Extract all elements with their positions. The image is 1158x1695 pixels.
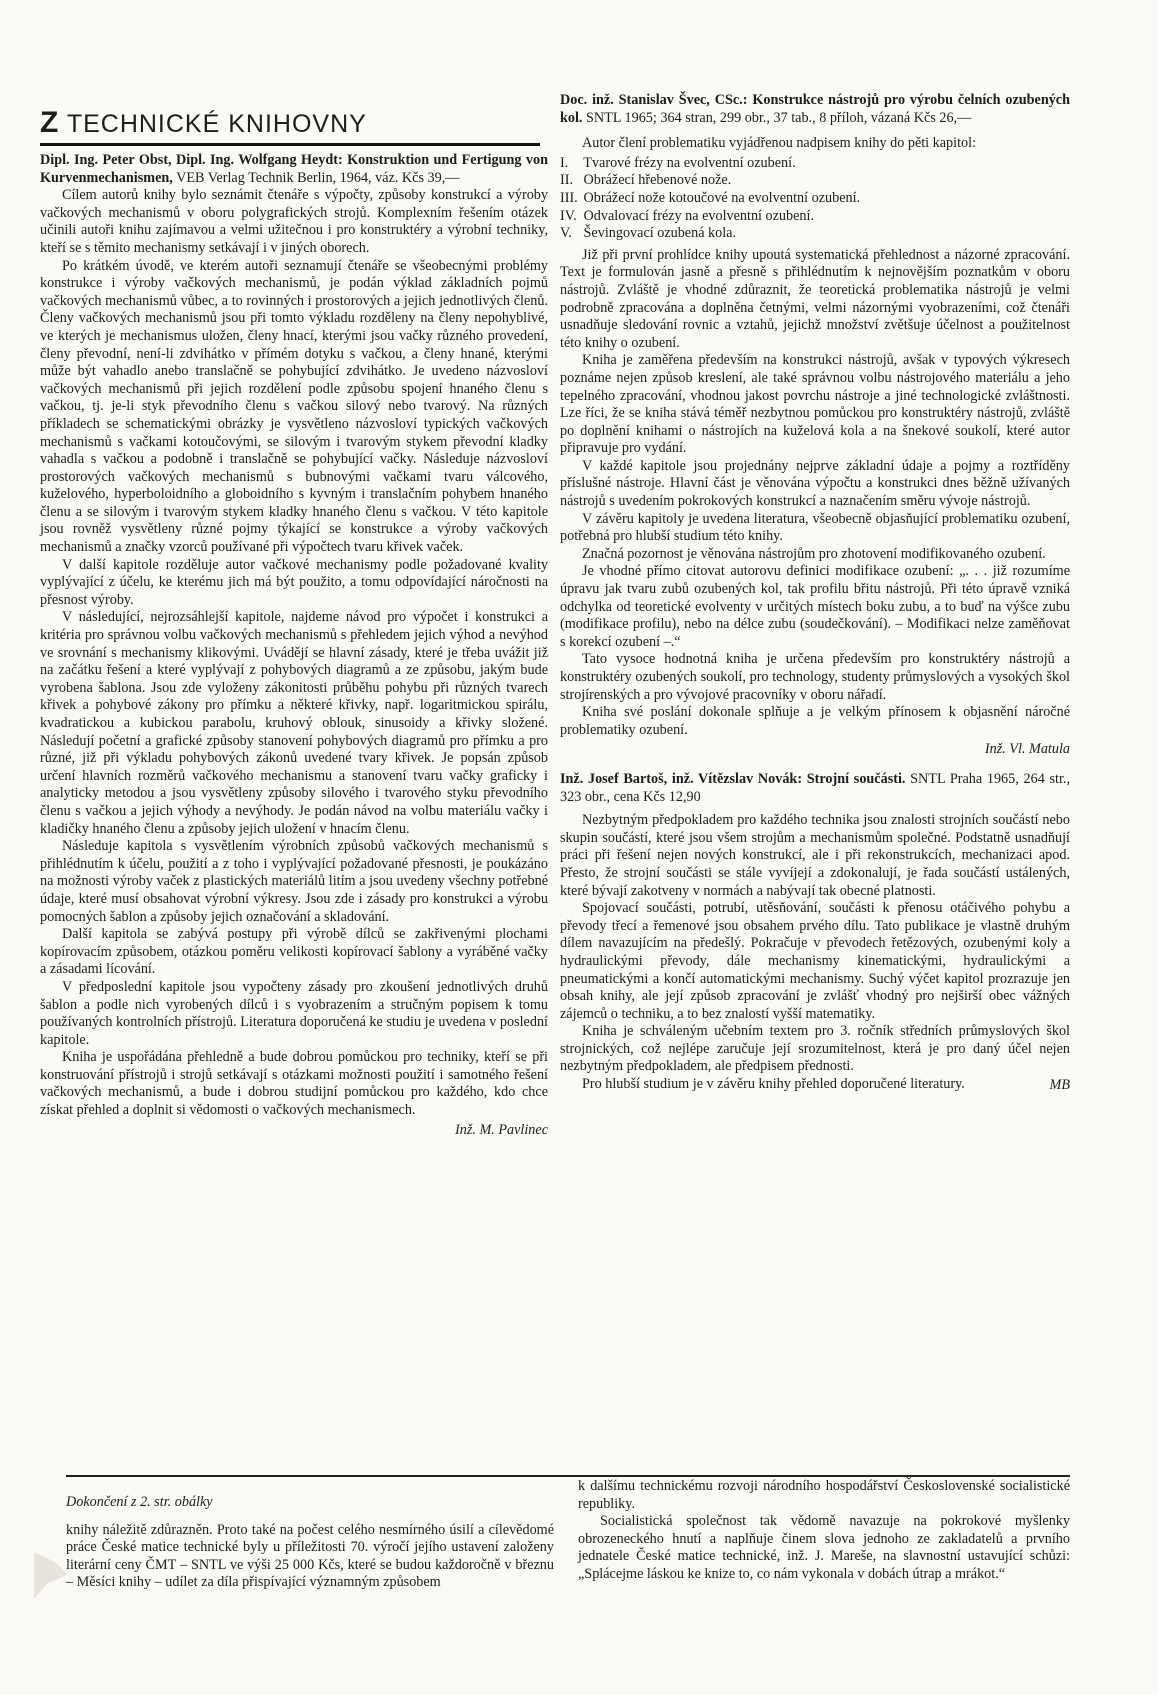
paragraph: Značná pozornost je věnována nástrojům pro zhotovení modifikovaného ozubení. <box>582 545 1046 562</box>
review1-body <box>40 187 548 1139</box>
paper-tear <box>34 1540 68 1602</box>
continuation-right <box>578 1478 1070 1584</box>
chapter-number: I. <box>560 154 569 171</box>
paragraph: Nezbytným předpokladem pro každého technika jsou znalosti strojních součástí nebo skupin součástí, které jsou všem strojům a mechanismům společné. Podstatně usnadňují práci při řešení nejen nových konstrukcí, ale i při rekonstrukcích, mechanizaci apod. Přesto, že strojní součásti se stále vyvíjejí a zdokonalují, je řada součástí ustálených, které bývají zakotveny v normách a nabývají tak obecné platnosti. <box>560 812 1070 899</box>
chapter-item <box>560 225 1070 243</box>
review3-heading-bold: Inž. Josef Bartoš, inž. Vítězslav Novák: Strojní součásti. <box>560 770 906 787</box>
paragraph: Kniha své poslání dokonale splňuje a je velkým přínosem k objasnění náročné problematiky ozubení. <box>560 704 1070 738</box>
chapter-item <box>560 155 1070 173</box>
paragraph: V každé kapitole jsou projednány nejprve základní údaje a pojmy a roztříděny příslušné nástroje. Hlavní část je věnována výpočtu a konstrukci dnes běžně užívaných nástrojů s uvedením pokrokových konstrukcí a naznačením směru vývoje nástrojů. <box>560 457 1070 510</box>
review3-heading-rest: SNTL Praha 1965, 264 str., 323 obr., cena Kčs 12,90 <box>560 770 1071 805</box>
continuation-paragraph: Socialistická společnost tak vědomě navazuje na pokrokové myšlenky obrozeneckého hnutí a naplňuje činem slova jednoho ze zakladatelů a prvního jednatele České matice technické, inž. J. Mareše, na slavnostní ustavující schůzi: „Splácejme láskou ke knize to, co nám vykonala v dobách útrap a mrákot.“ <box>578 1513 1070 1582</box>
paragraph: Tato vysoce hodnotná kniha je určena především pro konstruktéry nástrojů a konstruktéry ozubených soukolí, pro technology, studenty průmyslových a vysokých škol strojírenských a pro vývojové pracovníky v oboru nářadí. <box>560 651 1070 703</box>
paragraph: Následuje kapitola s vysvětlením výrobních způsobů vačkových mechanismů s přihlédnutím k účelu, použití a z toho i vyplývající požadované přesnosti, je poukázáno na možnosti výroby vaček z plastických materiálů litím a jsou uvedeny všechny potřebné údaje, které musí obsahovat výrobní výkresy. Jsou zde i zásady pro konstrukci a výrobu pomocných šablon a způsoby jejich označování a skladování. <box>40 838 548 925</box>
paragraph: Již při první prohlídce knihy upoutá systematická přehlednost a názorné zpracování. Text je formulován jasně a přesně s přihlédnutím k nejnovějším poznatkům v oboru nástrojů. Zvláště je vhodné zdůraznit, že teoretická problematika nástrojů je velmi podrobně zpracována a doplněna četnými, velmi názornými vyobrazeními, což čtenáři usnadňuje sledování rovnic a vztahů, jejichž množství zvětšuje účelnost a použitelnost této knihy o ozubení. <box>560 246 1070 351</box>
chapter-number: V. <box>560 225 572 242</box>
section-title-text: TECHNICKÉ KNIHOVNY <box>66 110 367 138</box>
paragraph: Další kapitola se zabývá postupy při výrobě dílců se zakřivenými plochami kopírovacím způsobem, otázkou poměru velikosti kopírovací šablony a vyráběné vačky a zásadami lícování. <box>40 926 548 978</box>
review2-chapter-list <box>560 155 1070 243</box>
continuation-text: knihy náležitě zdůrazněn. Proto také na počest celého nesmírného úsilí a cílevědomé práce České matice technické byly u příležitosti 70. výročí jejího ustavení založeny literární ceny ČMT – SNTL ve výši 25 000 Kčs, které se budou každoročně v březnu – Měsíci knihy – udílet za díla přispívající významným způsobem <box>66 1521 554 1591</box>
review3-heading <box>560 771 1070 806</box>
section-title <box>40 108 540 146</box>
section-title-initial: Z <box>40 106 60 139</box>
paragraph: V další kapitole rozděluje autor vačkové mechanismy podle požadované kvality vyplývající z účelu, ke kterému jich má být použito, a tomu odpovídající náročnosti na přesnost výroby. <box>40 556 548 608</box>
review2-signature: Inž. Vl. Matula <box>984 741 1070 758</box>
paragraph: Spojovací součásti, potrubí, utěsňování, součásti k přenosu otáčivého pohybu a převody třecí a řemenové jsou obsahem prvého dílu. Tato publikace je vlastně druhým dílem navazujícím na předešlý. Pokračuje v převodech řetězových, ozubenými koly a hydraulickými převody, dále mechanismy kinematickými, hydraulickými a pneumatickými a končí automatickými mechanismy. Suchý výčet kapitol prozrazuje jen obsah knihy, ale její způsob zpracování je zvlášť vhodný pro nejširší obec vážných zájemců o techniku, a to bez znalostí vyšší matematiky. <box>560 900 1070 1022</box>
review2-body <box>560 247 1070 759</box>
continuation-left <box>66 1494 554 1592</box>
chapter-number: III. <box>560 189 578 206</box>
chapter-item <box>560 208 1070 226</box>
paragraph: V následující, nejrozsáhlejší kapitole, najdeme návod pro výpočet i konstrukci a kritéria pro správnou volbu vačkových mechanismů s přehledem jejich výhod a nevýhod ve srovnání s mechanismy klikovými. Uvádějí se hlavní zásady, které je třeba uvážit již na začátku řešení a které vyplývají z pohybových diagramů a ze způsobu, jakým bude vyrobena šablona. Jsou zde vyloženy zákonitosti průběhu pohybu při různých tvarech křivek a pohybové zákony pro přímku a některé křivky, např. logaritmickou spirálu, kvadratickou a kubickou parabolu, kruhový oblouk, sinusoidy a křivky složené. Následují početní a grafické způsoby stanovení pohybových diagramů pro přímku a pro různé, již při výkladu pohybových zákonů uvedené tvary křivek. Je popsán způsob určení hlavních rozměrů vačkového mechanismu a stanovení tvaru vačky graficky i analyticky metodou a jsou vysvětleny způsoby silového i tvarového styku převodního členu s vačkou a jejich výhody a nevýhody. Je podán návod na volbu materiálu vačky i kladičky hnaného členu a způsoby jejich uložení v hnacím členu. <box>40 609 548 837</box>
left-column <box>40 108 548 1139</box>
paragraph: Pro hlubší studium je v závěru knihy přehled doporučené literatury. <box>582 1076 965 1093</box>
review1-signature: Inž. M. Pavlinec <box>455 1121 548 1138</box>
review2-intro: Autor člení problematiku vyjádřenou nadpisem knihy do pěti kapitol: <box>582 135 977 152</box>
review2-heading-bold: Doc. inž. Stanislav Švec, CSc.: Konstrukce nástrojů pro výrobu čelních ozubených kol. <box>560 92 1070 126</box>
chapter-title: Obrážecí nože kotoučové na evolventní ozubení. <box>583 189 861 206</box>
paragraph: Po krátkém úvodě, ve kterém autoři seznamují čtenáře se všeobecnými problémy konstrukce i výroby vačkových mechanismů, je podán výklad základních pojmů vačkových mechanismů vůbec, a to rovinných i prostorových a jejich jednotlivých členů. Členy vačkových mechanismů jsou při tomto výkladu rozděleny na členy nepohyblivé, ve kterých je mechanismus uložen, členy hnací, kterými jsou vačky různého provedení, členy převodní, není-li zdvihátko v přímém dotyku s vačkou, a členy hnané, kterými může být vahadlo anebo translačně se pohybující zdvihátko. Je uvedeno názvosloví vačkových mechanismů při jejich rozdělení podle způsobu spojení hnaného členu s vačkou, tj. je-li styk převodního členu s vačkou silový nebo tvarový. Na různých příkladech se schematickými obrázky je vysvětleno názvosloví typických vačkových mechanismů s vačkami kotoučovými, se silovým i tvarovým stykem převodní kladky vahadla s vačkou a podobně i translačně se pohybující vačky. Následuje názvosloví prostorových vačkových mechanismů s bubnovými vačkami tvaru válcového, kuželového, hyperboloidního a globoidního s kyvným i translačním pohybem hnaného členu a se silovým i tvarovým stykem kladky hnaného členu s vačkou. V této kapitole jsou rovněž vysvětleny různé pojmy týkající se konstrukce a výroby vačkových mechanismů a značky vzorců používané při výpočtech tvaru křivek vaček. <box>40 257 548 556</box>
paragraph: Je vhodné přímo citovat autorovu definici modifikace ozubení: „. . . již rozumíme úpravu jak tvaru zubů ozubených kol, tak profilu břitu nástrojů. Při této úpravě vzniká odchylka od teoretické evolventy v určitých místech boku zubu, a to buď na výšce zubu (modifikace profilu), nebo na délce zubu (soudečkování). – Modifikaci nelze zaměňovat s korekcí ozubení –.“ <box>560 563 1070 650</box>
paragraph: Kniha je uspořádána přehledně a bude dobrou pomůckou pro techniky, kteří se při konstruování přístrojů i strojů setkávají s otázkami možnosti použití i samotného řešení vačkových mechanismů, a bude i dobrou studijní pomůckou pro každého, kdo chce získat přehled a doplnit si vědomosti o vačkových mechanismech. <box>40 1049 548 1119</box>
review3-signature: MB <box>1049 1076 1070 1093</box>
paragraph: Cílem autorů knihy bylo seznámit čtenáře s výpočty, způsoby konstrukcí a výroby vačkových mechanismů v oboru polygrafických strojů. Komplexním řešením otázek učinili autoři knihu zajímavou a velmi užitečnou i pro konstruktéry a výrobní techniky, kteří se s těmito mechanismy setkávají i v jiných oborech. <box>40 187 548 256</box>
right-column <box>560 92 1070 1094</box>
chapter-title: Ševingovací ozubená kola. <box>583 225 737 242</box>
paragraph: Kniha je schváleným učebním textem pro 3. ročník středních průmyslových škol strojnických, což nejlépe zaručuje její srozumitelnost, která je pro daný účel nejen nezbytným předpokladem, ale předpisem přednosti. <box>560 1023 1070 1075</box>
review1-heading-rest: VEB Verlag Technik Berlin, 1964, váz. Kčs 39,— <box>176 169 460 186</box>
chapter-item <box>560 172 1070 190</box>
chapter-title: Odvalovací frézy na evolventní ozubení. <box>583 207 815 224</box>
review3-body <box>560 812 1070 1094</box>
review1-heading <box>40 152 548 187</box>
paragraph: Kniha je zaměřena především na konstrukci nástrojů, avšak v typových výkresech poznáme nejen způsob kreslení, ale také správnou volbu nástrojového materiálu a jeho tepelného zpracování, vhodnou jakost povrchu nástroje a jiné technologické zvláštnosti. Lze říci, že se kniha stává téměř nezbytnou pomůckou pro konstruktéry nástrojů, zvláště po doplnění knihami o nástrojích na kuželová kola a na šnekové soukolí, které autor připravuje pro vydání. <box>560 352 1070 457</box>
chapter-title: Tvarové frézy na evolventní ozubení. <box>583 154 796 171</box>
paragraph: V závěru kapitoly je uvedena literatura, všeobecně objasňující problematiku ozubení, potřebná pro hlubší studium této knihy. <box>560 510 1070 545</box>
chapter-title: Obrážecí hřebenové nože. <box>583 172 732 189</box>
review2-heading <box>560 92 1070 127</box>
continuation-paragraph: k dalšímu technickému rozvoji národního hospodářství Československé socialistické republiky. <box>578 1478 1070 1512</box>
paragraph: V předposlední kapitole jsou vypočteny zásady pro zkoušení jednotlivých druhů šablon a podle nich vyrobených dílců i s vyobrazením a stručným popisem k tomu používaných kontrolních přístrojů. Literatura doporučená ke studiu je uvedena v poslední kapitole. <box>40 978 548 1048</box>
continuation-title: Dokončení z 2. str. obálky <box>66 1494 213 1510</box>
bottom-divider <box>66 1475 1070 1477</box>
review2-heading-rest: SNTL 1965; 364 stran, 299 obr., 37 tab., 8 příloh, vázaná Kčs 26,— <box>586 109 972 126</box>
review1-heading-bold: Dipl. Ing. Peter Obst, Dipl. Ing. Wolfgang Heydt: Konstruktion und Fertigung von Kurvenmechanismen, <box>40 152 548 186</box>
chapter-number: II. <box>560 172 573 189</box>
chapter-number: IV. <box>560 207 577 224</box>
chapter-item <box>560 190 1070 208</box>
